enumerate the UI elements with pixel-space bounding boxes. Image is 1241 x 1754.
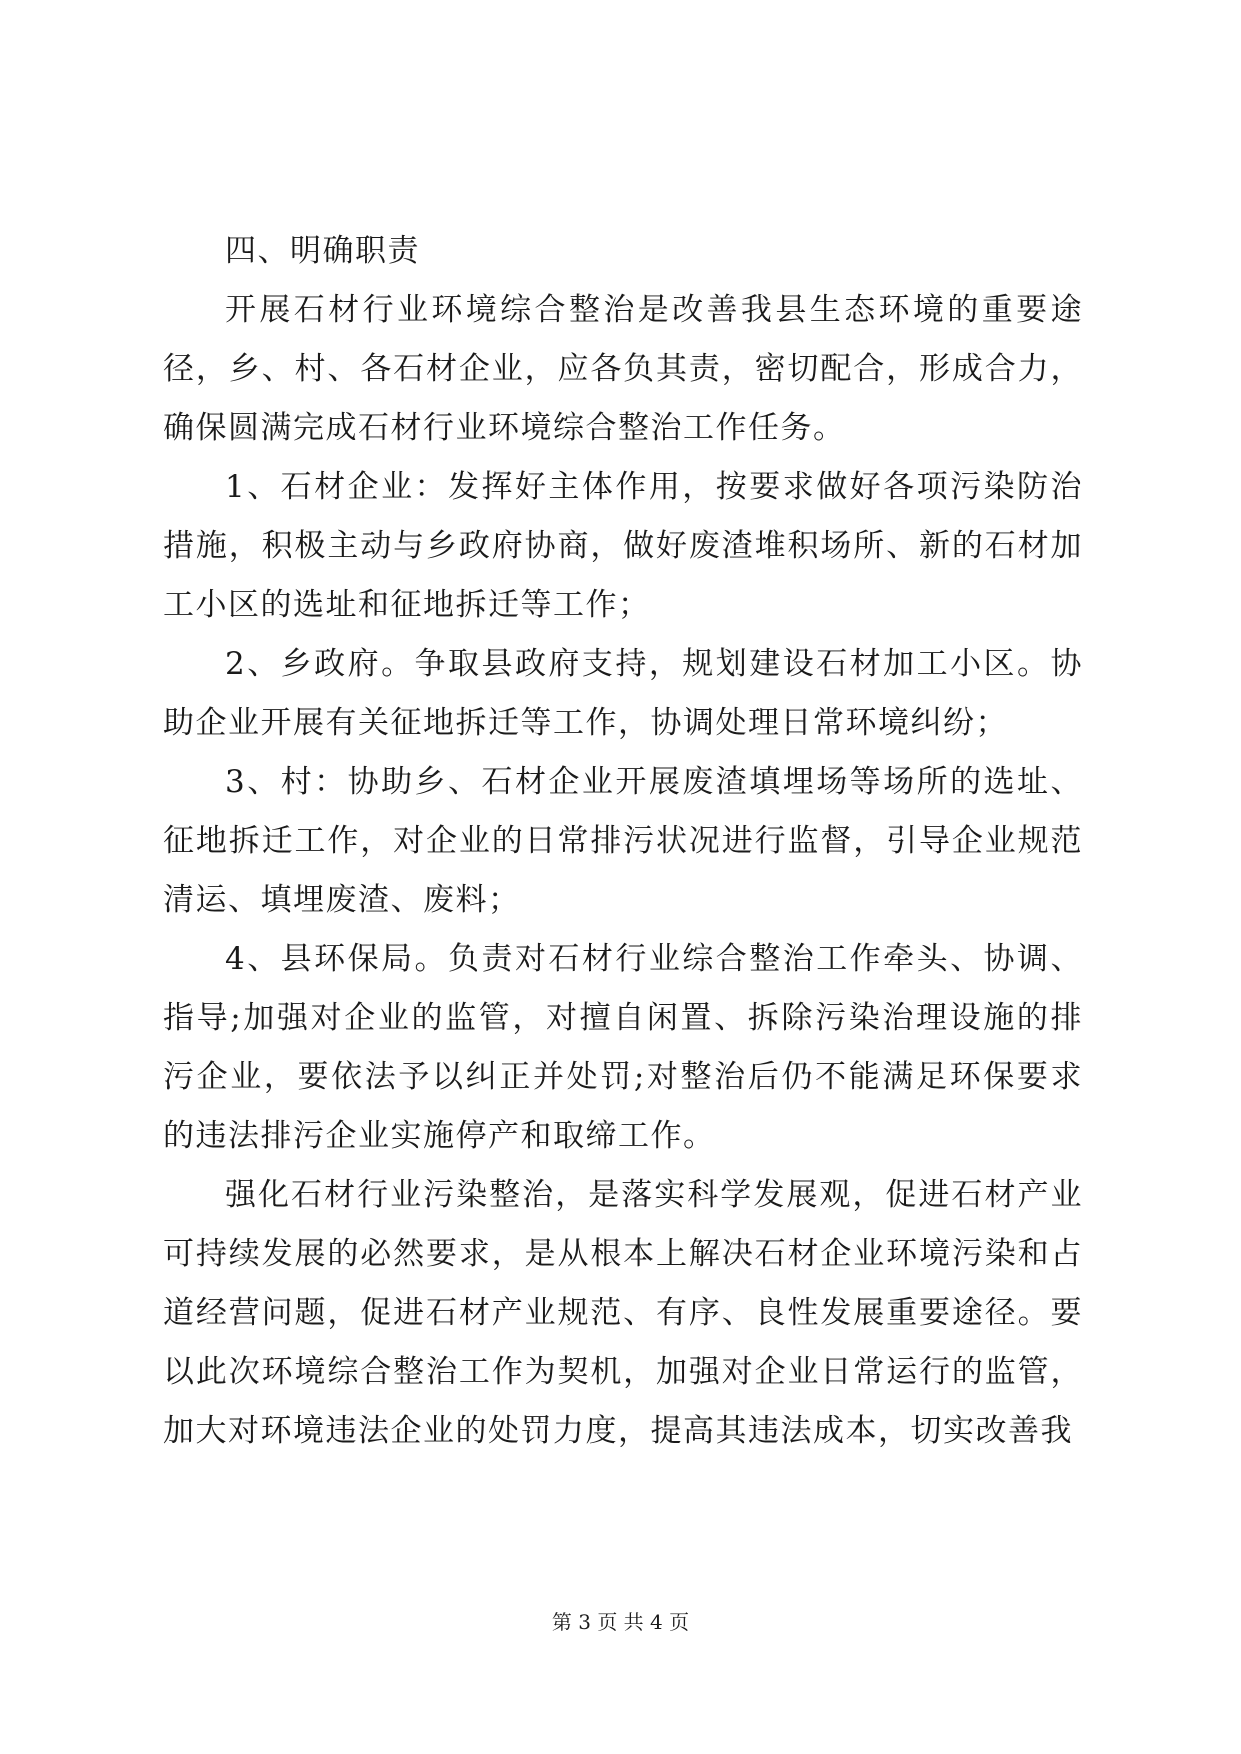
paragraph-item-3: 3、村：协助乡、石材企业开展废渣填埋场等场所的选址、征地拆迁工作，对企业的日常排污状况进行监督，引导企业规范清运、填埋废渣、废料；: [163, 764, 1083, 918]
paragraph-item-4: 4、县环保局。负责对石材行业综合整治工作牵头、协调、指导;加强对企业的监管，对擅自闲置、拆除污染治理设施的排污企业，要依法予以纠正并处罚;对整治后仍不能满足环保要求的违法排污企业实施停产和取缔工作。: [163, 941, 1083, 1154]
paragraph-conclusion: 强化石材行业污染整治，是落实科学发展观，促进石材产业可持续发展的必然要求，是从根本上解决石材企业环境污染和占道经营问题，促进石材产业规范、有序、良性发展重要途径。要以此次环境综合整治工作为契机，加强对企业日常运行的监管，加大对环境违法企业的处罚力度，提高其违法成本，切实改善我: [163, 1177, 1083, 1449]
document-body: [163, 222, 1083, 1461]
paragraph-intro: 开展石材行业环境综合整治是改善我县生态环境的重要途径，乡、村、各石材企业，应各负其责，密切配合，形成合力，确保圆满完成石材行业环境综合整治工作任务。: [163, 292, 1083, 446]
paragraph-item-2: 2、乡政府。争取县政府支持，规划建设石材加工小区。协助企业开展有关征地拆迁等工作，协调处理日常环境纠纷；: [163, 646, 1083, 741]
paragraph-item-1: 1、石材企业：发挥好主体作用，按要求做好各项污染防治措施，积极主动与乡政府协商，做好废渣堆积场所、新的石材加工小区的选址和征地拆迁等工作；: [163, 469, 1083, 623]
page-number-footer: 第 3 页 共 4 页: [551, 1610, 690, 1634]
section-heading: 四、明确职责: [225, 233, 420, 269]
